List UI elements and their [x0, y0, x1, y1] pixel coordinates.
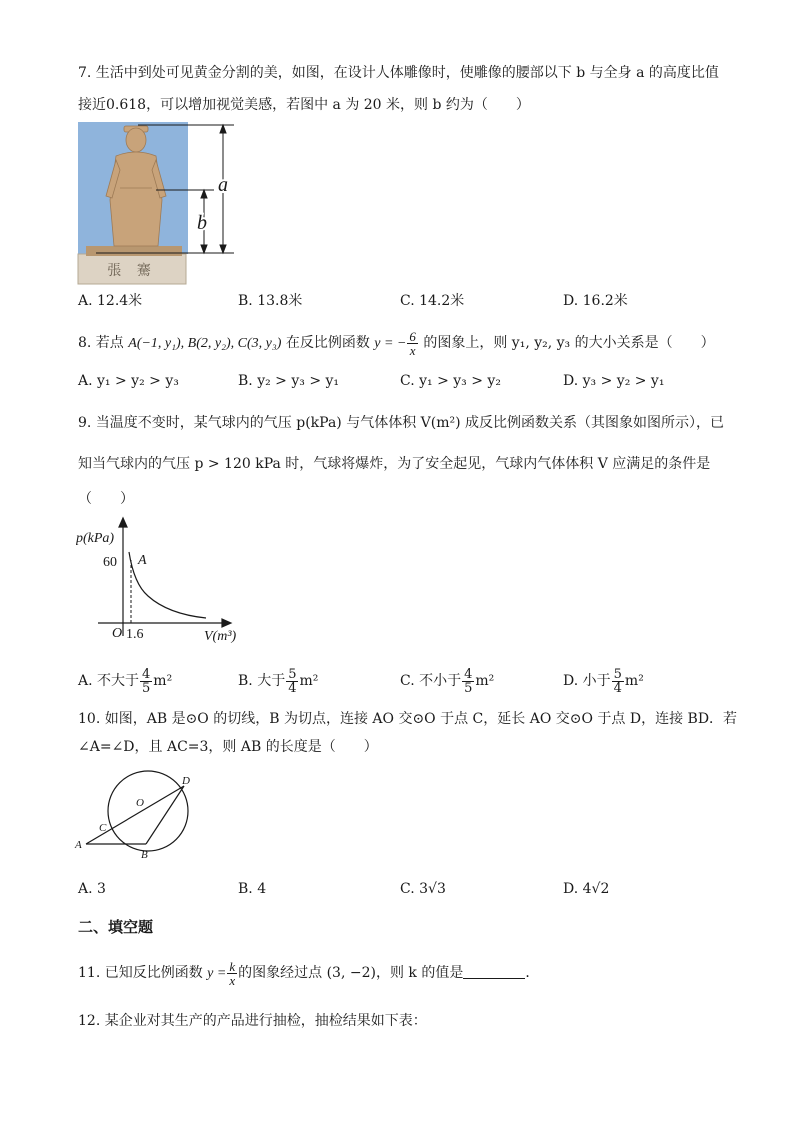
q7-line1: 7. 生活中到处可见黄金分割的美，如图，在设计人体雕像时，使雕像的腰部以下 b 与全身 a 的高度比值 — [78, 65, 719, 81]
q9-option-a-fraction — [140, 668, 152, 695]
q7-option-a: A. 12.4米 — [78, 293, 143, 309]
q9-option-d-label: D. 小于 — [563, 673, 611, 689]
q9-option-c-unit: m² — [475, 673, 495, 689]
q7-option-c: C. 14.2米 — [400, 293, 465, 309]
q8-option-d: D. y₃ > y₂ > y₁ — [563, 373, 665, 389]
q10-circle — [108, 771, 188, 851]
q10-line2: ∠A=∠D，且 AC=3，则 AB 的长度是（ ） — [78, 739, 378, 755]
q8-option-c: C. y₁ > y₃ > y₂ — [400, 373, 501, 389]
q9-x-tick: 1.6 — [126, 627, 144, 642]
q9-origin: O — [112, 626, 123, 641]
q7-option-d: D. 16.2米 — [563, 293, 628, 309]
q10-label-o: O — [136, 797, 144, 809]
q11-func-lhs: y = — [207, 966, 227, 981]
q9-option-a — [78, 664, 172, 698]
q9-option-d — [563, 664, 644, 698]
q9-y-arrow — [119, 518, 127, 527]
q8-option-b: B. y₂ > y₃ > y₁ — [238, 373, 340, 389]
q10-option-d: D. 4√2 — [563, 881, 610, 897]
q9-option-a-unit: m² — [153, 673, 173, 689]
q8-option-a: A. y₁ > y₂ > y₃ — [78, 373, 179, 389]
q9-option-c-label: C. 不小于 — [400, 673, 462, 689]
q8-func-lhs: y = − — [374, 336, 407, 351]
q9-graph — [76, 516, 256, 648]
q10-label-d: D — [182, 775, 190, 787]
q11-line — [78, 956, 539, 991]
q9-option-c-den: 5 — [464, 680, 473, 696]
section-fill-in-heading: 二、填空题 — [78, 918, 154, 936]
q10-line1: 10. 如图，AB 是⊙O 的切线，B 为切点，连接 AO 交⊙O 于点 C，延长 AO 交⊙O 于点 D，连接 BD．若 — [78, 711, 738, 727]
q9-option-b-fraction — [286, 668, 298, 695]
q9-option-c — [400, 664, 494, 698]
q8-func-den: x — [409, 342, 416, 358]
q8-func-num: 6 — [409, 328, 416, 344]
q10-option-a: A. 3 — [78, 881, 106, 897]
q11-func-num: k — [229, 958, 236, 974]
q8-points: A(−1, y₁), B(2, y₂), C(3, y₃) — [128, 336, 282, 351]
q9-option-d-den: 4 — [613, 680, 622, 696]
q9-option-a-label: A. 不大于 — [78, 673, 140, 689]
q9-y-tick: 60 — [103, 555, 117, 570]
q11-func-fraction — [227, 960, 237, 987]
q9-point-a: A — [138, 553, 147, 568]
statue-plaque-text: 張 騫 — [107, 264, 157, 279]
q12-line: 12. 某企业对其生产的产品进行抽检，抽检结果如下表： — [78, 1013, 427, 1029]
q11-answer-blank[interactable] — [463, 964, 525, 979]
q9-option-b-den: 4 — [288, 680, 297, 696]
q7-line2: 接近0.618，可以增加视觉美感，若图中 a 为 20 米，则 b 约为（ ） — [78, 97, 530, 113]
q11-mid: 的图象经过点 (3, −2)，则 k 的值是 — [238, 965, 464, 981]
q9-line1: 9. 当温度不变时，某气球内的气压 p(kPa) 与气体体积 V(m²) 成反比例函数关系（其图象如图所示），已 — [78, 415, 725, 431]
q9-option-d-unit: m² — [624, 673, 644, 689]
q7-label-a: a — [218, 174, 228, 196]
q11-end: ． — [525, 965, 540, 981]
q8-func-fraction — [407, 330, 418, 357]
q9-option-a-num: 4 — [142, 666, 151, 682]
q7-label-b: b — [197, 212, 207, 234]
q9-option-c-fraction — [462, 668, 474, 695]
q10-line-ad — [86, 786, 184, 844]
q10-circle-figure — [74, 768, 224, 866]
q9-option-b-unit: m² — [299, 673, 319, 689]
q9-option-c-num: 4 — [464, 666, 473, 682]
q7-statue-figure — [76, 120, 246, 286]
q11-func-den: x — [229, 972, 236, 988]
q10-option-b: B. 4 — [238, 881, 267, 897]
q9-option-b-label: B. 大于 — [238, 673, 286, 689]
q8-mid: 在反比例函数 — [285, 335, 370, 351]
q10-option-c: C. 3√3 — [400, 881, 446, 897]
q9-line2: 知当气球内的气压 p > 120 kPa 时，气球将爆炸，为了安全起见，气球内气体体积 V 应满足的条件是 — [78, 456, 711, 472]
q8-suffix: 的图象上，则 y₁, y₂, y₃ 的大小关系是（ ） — [423, 335, 715, 351]
q9-y-label: p(kPa) — [76, 531, 115, 546]
q9-option-d-num: 5 — [613, 666, 622, 682]
q11-prefix: 11. 已知反比例函数 — [78, 965, 203, 981]
q7-option-b: B. 13.8米 — [238, 293, 303, 309]
q10-label-a: A — [75, 839, 82, 851]
q9-option-b-num: 5 — [288, 666, 297, 682]
q8-line — [78, 328, 715, 359]
q9-x-arrow — [222, 619, 231, 627]
q10-label-b: B — [141, 849, 148, 861]
q9-line3: （ ） — [78, 491, 134, 507]
q9-x-label: V(m³) — [204, 629, 237, 644]
q9-option-b — [238, 664, 318, 698]
q10-line-bd — [146, 786, 184, 844]
q8-prefix: 8. 若点 — [78, 335, 124, 351]
q10-label-c: C — [99, 822, 107, 834]
q9-option-a-den: 5 — [142, 680, 151, 696]
q9-option-d-fraction — [612, 668, 624, 695]
